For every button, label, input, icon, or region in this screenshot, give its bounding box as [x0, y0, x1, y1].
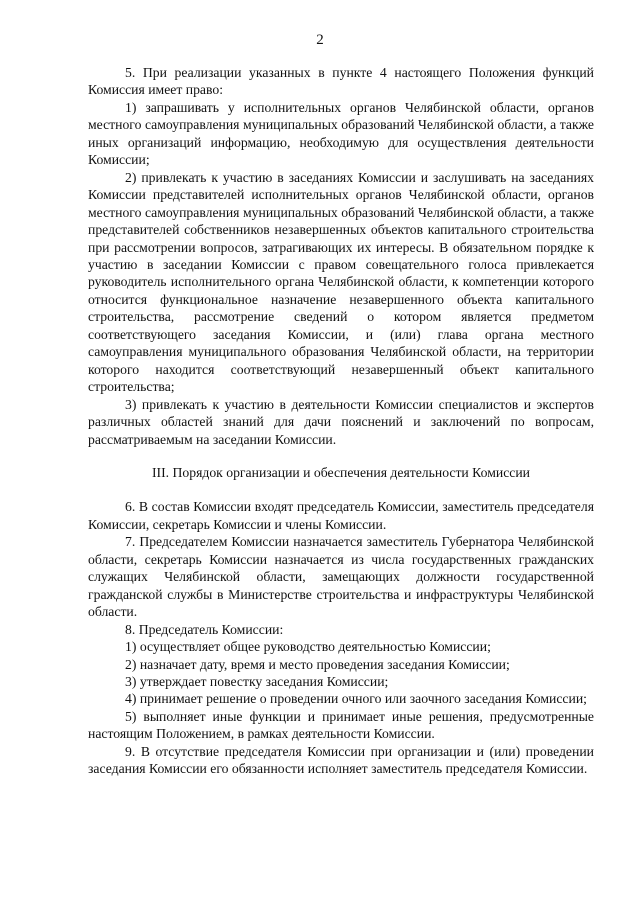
- paragraph-5-item-1: 1) запрашивать у исполнительных органов Челябинской области, органов местного самоуправления муниципальных образований Челябинской области, а также иных организаций информацию, необходимую для осуществления деятельности Комиссии;: [88, 99, 594, 168]
- paragraph-7: 7. Председателем Комиссии назначается заместитель Губернатора Челябинской области, секретарь Комиссии назначается из числа государственных гражданских служащих Челябинской области, замещающих должности государственной гражданской службы в Министерстве строительства и инфраструктуры Челябинской области.: [88, 534, 594, 620]
- paragraph-9: 9. В отсутствие председателя Комиссии при организации и (или) проведении заседания Комиссии его обязанности исполняет заместитель председателя Комиссии.: [88, 743, 594, 777]
- paragraph-8-item-5: 5) выполняет иные функции и принимает иные решения, предусмотренные настоящим Положением, в рамках деятельности Комиссии.: [88, 708, 594, 742]
- paragraph-5-item-3: 3) привлекать к участию в деятельности Комиссии специалистов и экспертов различных областей знаний для дачи пояснений и заключений по вопросам, рассматриваемым на заседании Комиссии.: [88, 396, 594, 447]
- paragraph-8-item-1: 1) осуществляет общее руководство деятельностью Комиссии;: [125, 639, 491, 655]
- paragraph-8: 8. Председатель Комиссии:: [125, 621, 284, 637]
- page-number: 2: [316, 32, 324, 48]
- section-heading: III. Порядок организации и обеспечения деятельности Комиссии: [151, 464, 531, 480]
- paragraph-5-item-2: 2) привлекать к участию в заседаниях Комиссии и заслушивать на заседаниях Комиссии представителей исполнительных органов Челябинской области, органов местного самоуправления муниципальных образований Челябинской области, а также представителей собственников незавершенных объектов капитального строительства при рассмотрении вопросов, затрагивающих их интересы. В обязательном порядке к участию в заседании Комиссии с правом совещательного голоса привлекается руководитель исполнительного органа Челябинской области, к компетенции которого относится функциональное назначение незавершенного объекта капитального строительства, рассмотрение сведений о котором является предметом соответствующего заседания Комиссии, и (или) глава органа местного самоуправления муниципального образования Челябинской области, на территории которого находится соответствующий незавершенный объект капитального строительства;: [88, 169, 594, 395]
- paragraph-6: 6. В состав Комиссии входят председатель Комиссии, заместитель председателя Комиссии, секретарь Комиссии и члены Комиссии.: [88, 499, 594, 532]
- paragraph-8-item-2: 2) назначает дату, время и место проведения заседания Комиссии;: [125, 656, 510, 672]
- paragraph-8-item-4: 4) принимает решение о проведении очного или заочного заседания Комиссии;: [125, 691, 587, 707]
- document-body: [88, 64, 594, 778]
- paragraph-8-item-3: 3) утверждает повестку заседания Комиссии;: [125, 673, 389, 689]
- paragraph-5: 5. При реализации указанных в пункте 4 настоящего Положения функций Комиссия имеет право:: [88, 65, 594, 98]
